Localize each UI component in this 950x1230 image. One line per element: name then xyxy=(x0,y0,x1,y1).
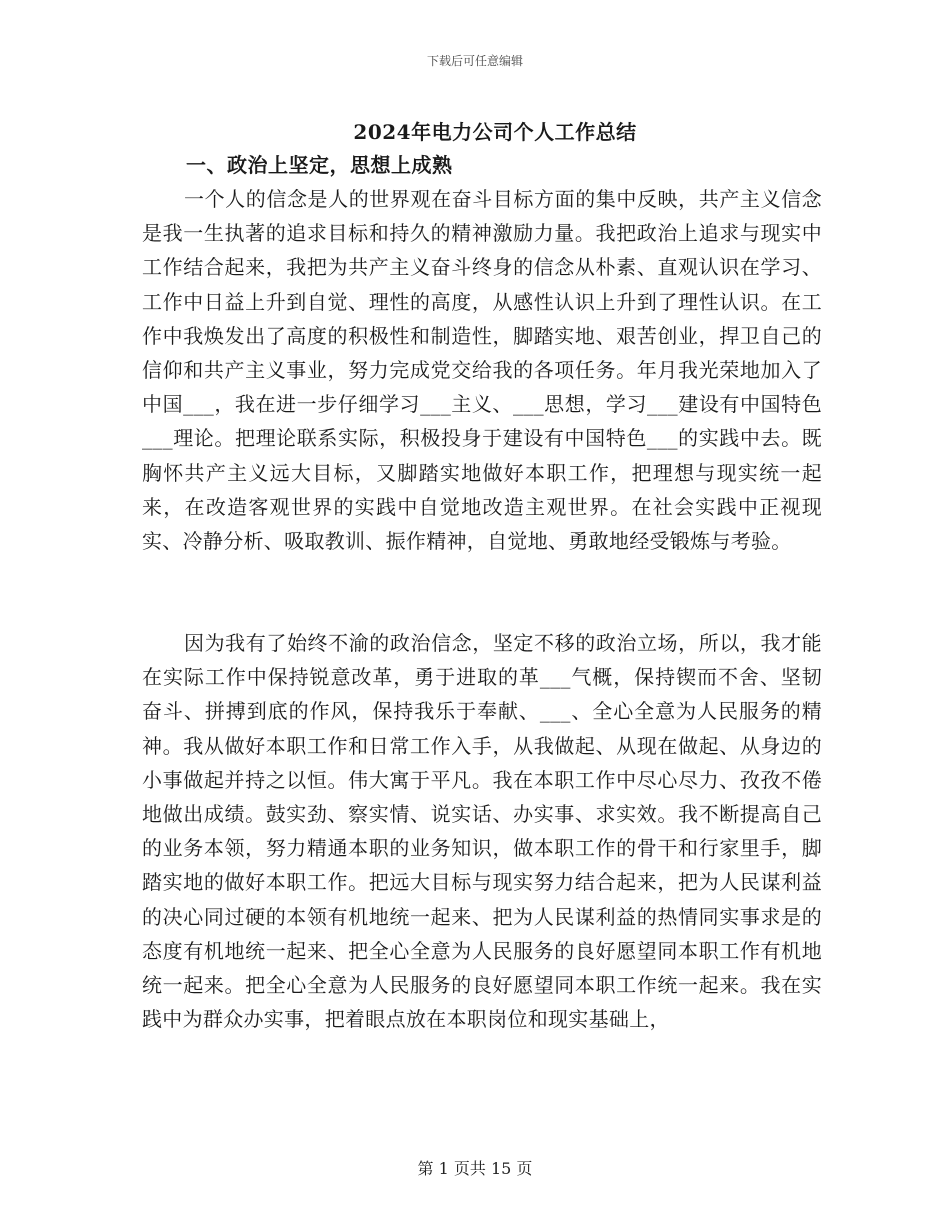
page-number: 第 1 页共 15 页 xyxy=(417,1159,533,1178)
page-header-note: 下载后可任意编辑 xyxy=(426,54,523,68)
paragraph: 因为我有了始终不渝的政治信念，坚定不移的政治立场，所以，我才能在实际工作中保持锐意改革，勇于进取的革___气概，保持锲而不舍、坚韧奋斗、拼搏到底的作风，保持我乐于奉献、___、全心全意为人民服务的精神。我从做好本职工作和日常工作入手，从我做起、从现在做起、从身边的小事做起并持之以恒。伟大寓于平凡。我在本职工作中尽心尽力、孜孜不倦地做出成绩。鼓实劲、察实情、说实话、办实事、求实效。我不断提高自己的业务本领，努力精通本职的业务知识，做本职工作的骨干和行家里手，脚踏实地的做好本职工作。把远大目标与现实努力结合起来，把为人民谋利益的决心同过硬的本领有机地统一起来、把为人民谋利益的热情同实事求是的态度有机地统一起来、把全心全意为人民服务的良好愿望同本职工作有机地统一起来。把全心全意为人民服务的良好愿望同本职工作统一起来。我在实践中为群众办实事，把着眼点放在本职岗位和现实基础上， xyxy=(142,631,822,1032)
document-title: 2024年电力公司个人工作总结 xyxy=(353,120,637,144)
section-heading: 一、政治上坚定，思想上成熟 xyxy=(186,153,453,177)
paragraph: 一个人的信念是人的世界观在奋斗目标方面的集中反映，共产主义信念是我一生执著的追求目标和持久的精神激励力量。我把政治上追求与现实中工作结合起来，我把为共产主义奋斗终身的信念从朴素、直观认识在学习、工作中日益上升到自觉、理性的高度，从感性认识上升到了理性认识。在工作中我焕发出了高度的积极性和制造性，脚踏实地、艰苦创业，捍卫自己的信仰和共产主义事业，努力完成党交给我的各项任务。年月我光荣地加入了中国___，我在进一步仔细学习___主义、___思想，学习___建设有中国特色___理论。把理论联系实际，积极投身于建设有中国特色___的实践中去。既胸怀共产主义远大目标，又脚踏实地做好本职工作，把理想与现实统一起来，在改造客观世界的实践中自觉地改造主观世界。在社会实践中正视现实、冷静分析、吸取教训、振作精神，自觉地、勇敢地经受锻炼与考验。 xyxy=(142,187,822,554)
